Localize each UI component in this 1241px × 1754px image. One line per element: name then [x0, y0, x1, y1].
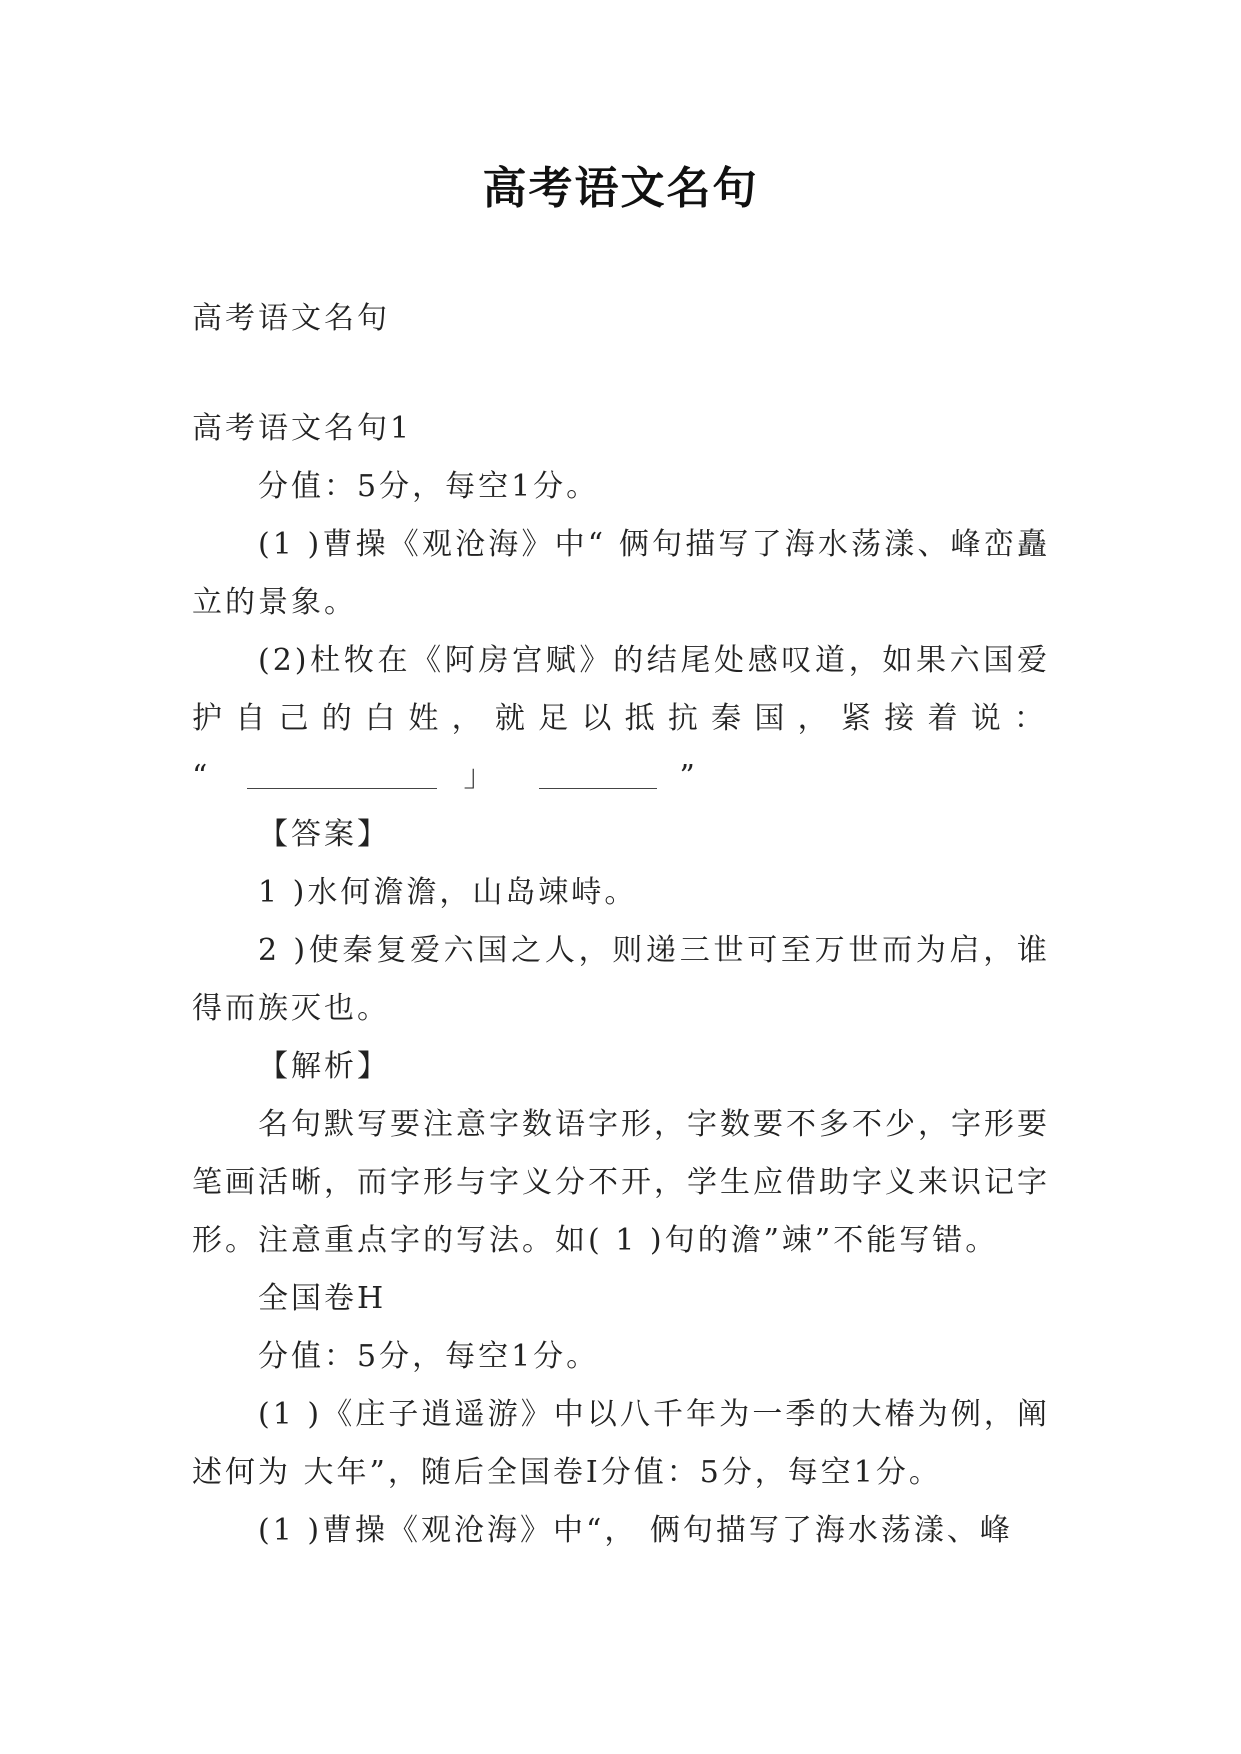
close-quote: ”	[679, 759, 698, 794]
section-heading: 高考语文名句1	[192, 411, 413, 446]
document-title: 高考语文名句	[482, 163, 759, 214]
open-quote: “	[192, 759, 211, 794]
question-paragraph: (2)杜牧在《阿房宫赋》的结尾处感叹道，如果六国爱	[258, 643, 1050, 678]
answer-label: 【答案】	[258, 817, 390, 852]
answer-paragraph: 1 )水何澹澹，山岛竦峙。	[258, 875, 638, 910]
answer-blank	[247, 768, 437, 789]
fill-blank-line	[192, 748, 1050, 806]
section-heading: 全国卷H	[258, 1281, 387, 1316]
separator-mark: 」	[463, 759, 497, 794]
document-subtitle: 高考语文名句	[192, 301, 390, 336]
answer-paragraph: 2 )使秦复爱六国之人，则递三世可至万世而为启，谁得而族灭也。	[192, 933, 1050, 1026]
score-line: 分值：5分，每空1分。	[258, 469, 600, 504]
paragraph-spacer	[192, 348, 1050, 406]
score-line: 分值：5分，每空1分。	[258, 1339, 600, 1374]
question-paragraph: 护自己的白姓，就足以抵抗秦国，紧接着说：	[192, 701, 1050, 736]
answer-blank	[539, 768, 657, 789]
analysis-paragraph: 名句默写要注意字数语字形，字数要不多不少，字形要笔画活晰，而字形与字义分不开，学生应借助字义来识记字形。注意重点字的写法。如( 1 )句的澹”竦”不能写错。	[192, 1107, 1050, 1258]
question-paragraph: (1 )曹操《观沧海》中“， 俩句描写了海水荡漾、峰	[258, 1513, 1013, 1548]
question-paragraph: (1 )《庄子逍遥游》中以八千年为一季的大椿为例，阐述何为 大年”，随后全国卷I分值：5分，每空1分。	[192, 1397, 1050, 1490]
question-paragraph: (1 )曹操《观沧海》中“ 俩句描写了海水荡漾、峰峦矗立的景象。	[192, 527, 1050, 620]
analysis-label: 【解析】	[258, 1049, 390, 1084]
document-body	[192, 290, 1050, 1560]
